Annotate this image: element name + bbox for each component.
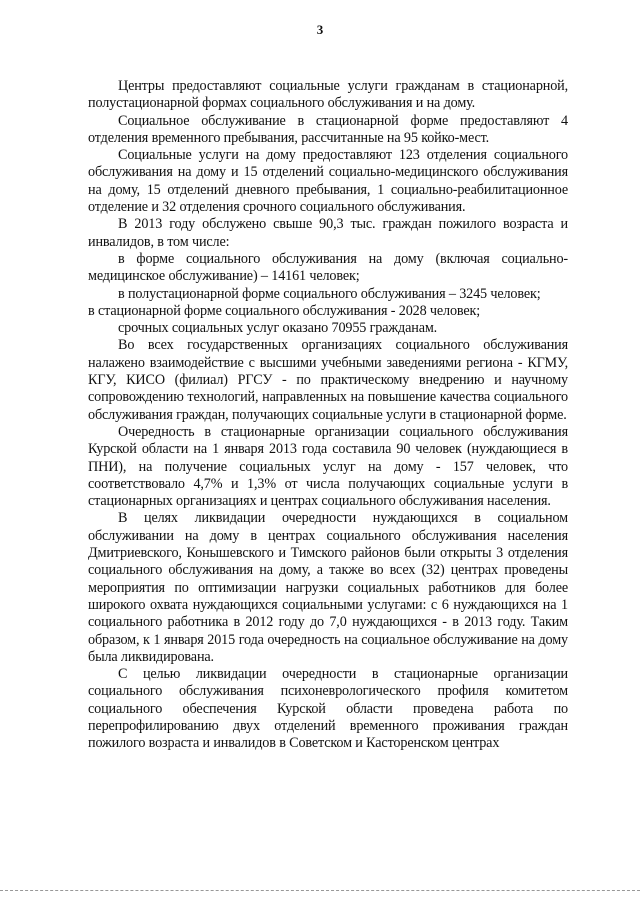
list-item-urgent: срочных социальных услуг оказано 70955 гражданам. [118,320,438,337]
paragraph-queue-2013: Очередность в стационарные организации социального обслуживания Курской области на 1 января 2013 года составила 90 человек (нуждающиеся в ПНИ), на получение социальных услуг на дому - 157 человек, что соответствовало 4,7% и 1,3% от числа получающих социальные услуги в стационарных организациях и центрах социального обслуживания населения. [88,423,568,510]
paragraph-psychoneuro: С целью ликвидации очередности в стационарные организации социального обслуживания психоневрологического профиля комитетом социального обеспечения Курской области проведена работа по перепрофилированию двух отделений временного проживания граждан пожилого возраста и инвалидов в Советском и Касторенском центрах [88,666,568,752]
paragraph-queue-elimination: В целях ликвидации очередности нуждающихся в социальном обслуживании на дому в центрах социального обслуживания населения Дмитриевского, Конышевского и Тимского районов были открыты 3 отделения социального обслуживания на дому, а также во всех (32) центрах проведены мероприятия по оптимизации нагрузки социальных работников для более широкого охвата нуждающихся социальными услугами: с 6 нуждающихся на 1 социального работника в 2012 году до 7,0 нуждающихся - в 2013 году. Таким образом, к 1 января 2015 года очередность на социальное обслуживание на дому была ликвидирована. [88,510,568,665]
paragraph-home-services: Социальные услуги на дому предоставляют 123 отделения социального обслуживания на дому и 15 отделений социально-медицинского обслуживания на дому, 15 отделений дневного пребывания, 1 социально-реабилитационное отделение и 32 отделения срочного социального обслуживания. [88,147,568,216]
list-item-semi-stationary: в полустационарной форме социального обслуживания – 3245 человек; [118,285,541,302]
page-bottom-edge [0,890,640,891]
paragraph-stationary-form: Социальное обслуживание в стационарной форме предоставляют 4 отделения временного пребывания, рассчитанные на 95 койко-мест. [88,112,568,146]
list-item-stationary: в стационарной форме социального обслуживания - 2028 человек; [88,302,481,319]
document-body [88,78,568,753]
paragraph-served-2013: В 2013 году обслужено свыше 90,3 тыс. граждан пожилого возраста и инвалидов, в том числе: [88,216,568,250]
paragraph-universities: Во всех государственных организациях социального обслуживания налажено взаимодействие с высшими учебными заведениями региона - КГМУ, КГУ, КИСО (филиал) РГСУ - по практическому внедрению и научному сопровождению технологий, направленных на повышение качества социального обслуживания граждан, получающих социальные услуги в стационарной форме. [88,337,568,423]
page-number: 3 [316,22,324,37]
paragraph-centers: Центры предоставляют социальные услуги гражданам в стационарной, полустационарной формах социального обслуживания и на дому. [88,78,568,112]
list-item-home-form: в форме социального обслуживания на дому (включая социально-медицинское обслуживание) – 14161 человек; [88,250,568,285]
